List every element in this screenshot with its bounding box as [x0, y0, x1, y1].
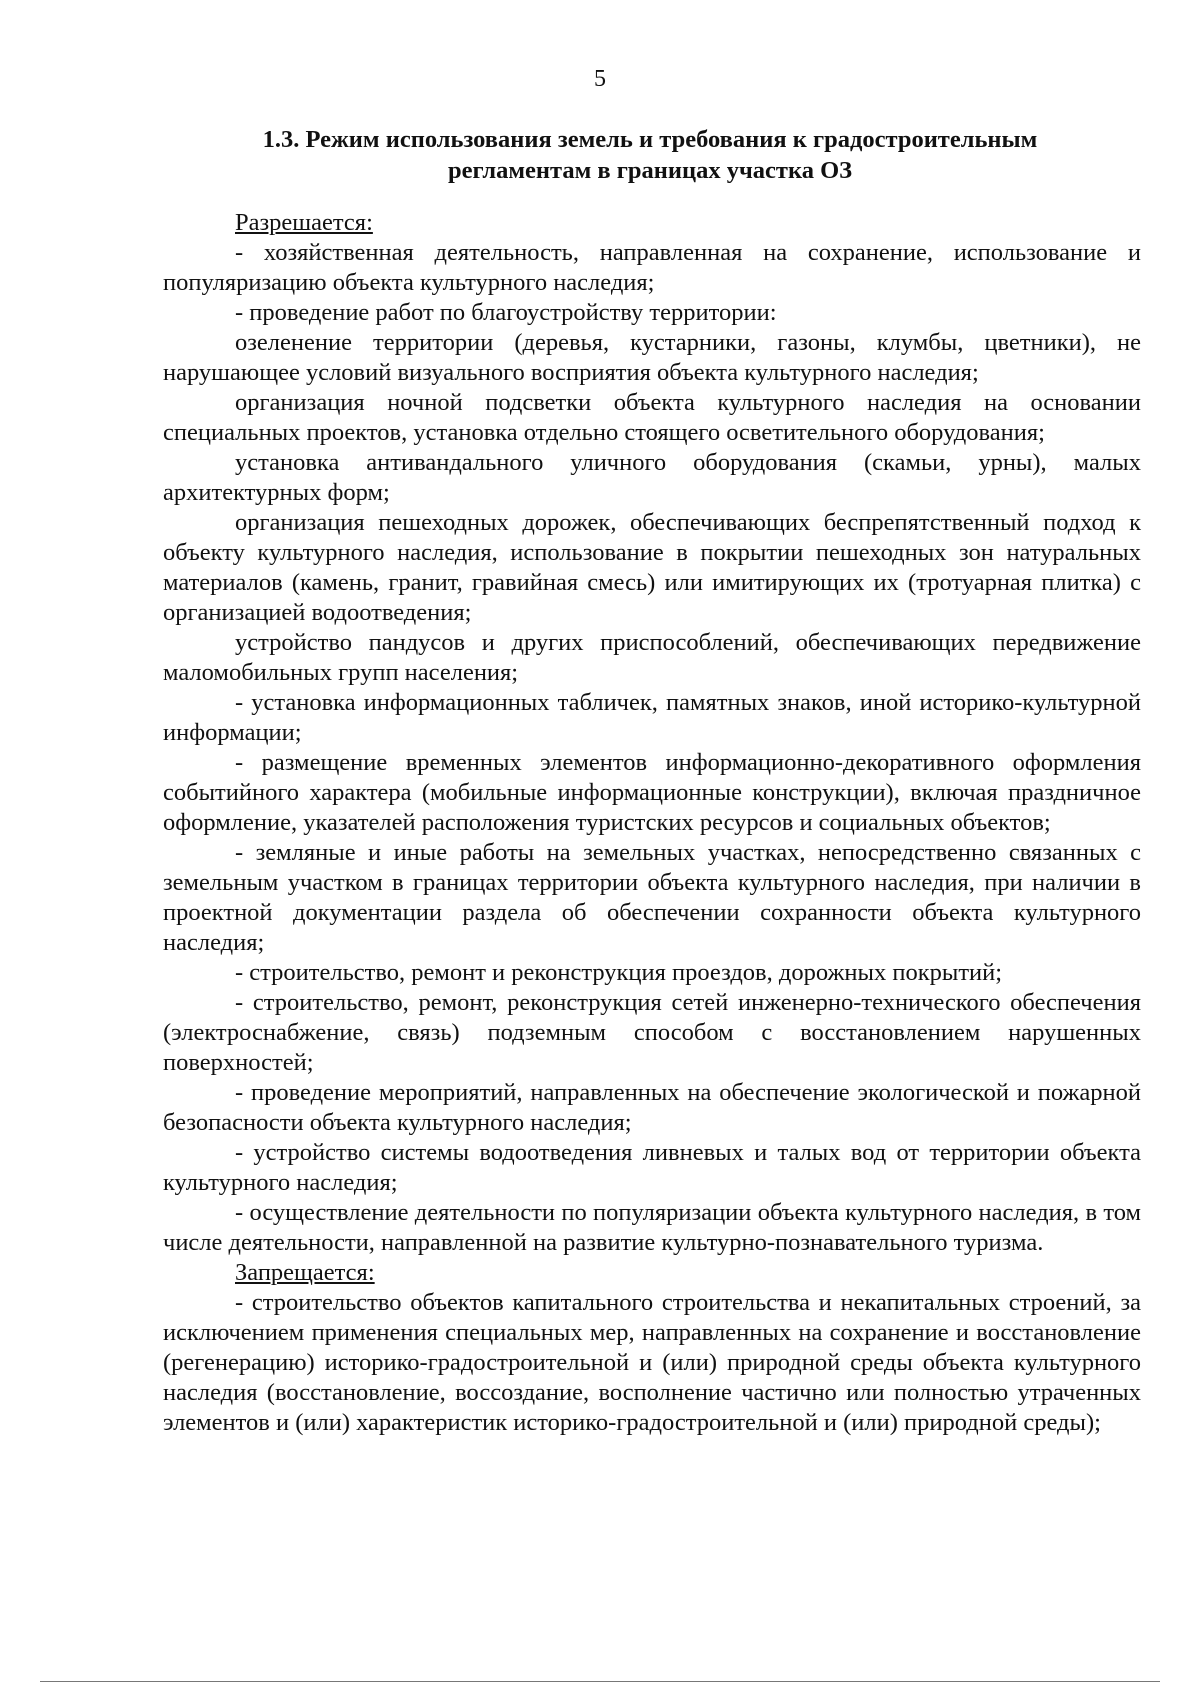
allowed-item: - проведение работ по благоустройству территории:: [235, 299, 777, 326]
section-heading-line-1: 1.3. Режим использования земель и требования к градостроительным: [262, 126, 1038, 153]
allowed-item: - строительство, ремонт и реконструкция проездов, дорожных покрытий;: [235, 959, 1003, 986]
allowed-item: - хозяйственная деятельность, направленная на сохранение, использование и популяризацию объекта культурного наследия;: [163, 239, 1141, 296]
allowed-item: озеленение территории (деревья, кустарники, газоны, клумбы, цветники), не нарушающее условий визуального восприятия объекта культурного наследия;: [163, 329, 1141, 386]
allowed-item: - установка информационных табличек, памятных знаков, иной историко-культурной информации;: [163, 689, 1141, 746]
section-heading: [160, 124, 1140, 186]
allowed-section-label: [163, 208, 1141, 238]
allowed-item: установка антивандального уличного оборудования (скамьи, урны), малых архитектурных форм;: [163, 449, 1141, 506]
allowed-item: - осуществление деятельности по популяризации объекта культурного наследия, в том числе деятельности, направленной на развитие культурно-познавательного туризма.: [163, 1199, 1141, 1256]
allowed-item: - проведение мероприятий, направленных на обеспечение экологической и пожарной безопасности объекта культурного наследия;: [163, 1079, 1141, 1136]
section-heading-line-2: регламентам в границах участка ОЗ: [447, 157, 853, 184]
page-number: 5: [594, 66, 606, 92]
allowed-item: - строительство, ремонт, реконструкция сетей инженерно-технического обеспечения (электроснабжение, связь) подземным способом с восстановлением нарушенных поверхностей;: [163, 989, 1141, 1076]
page-bottom-rule: [40, 1681, 1160, 1682]
allowed-label-text: Разрешается:: [235, 209, 373, 236]
allowed-item: - размещение временных элементов информационно-декоративного оформления событийного характера (мобильные информационные конструкции), включая праздничное оформление, указателей расположения туристских ресурсов и социальных объектов;: [163, 749, 1141, 836]
forbidden-item: - строительство объектов капитального строительства и некапитальных строений, за исключением применения специальных мер, направленных на сохранение и восстановление (регенерацию) историко-градостроительной и (или) природной среды объекта культурного наследия (восстановление, воссоздание, восполнение частично или полностью утраченных элементов и (или) характеристик историко-градостроительной и (или) природной среды);: [163, 1289, 1141, 1436]
allowed-item: устройство пандусов и других приспособлений, обеспечивающих передвижение маломобильных групп населения;: [163, 629, 1141, 686]
allowed-item: организация ночной подсветки объекта культурного наследия на основании специальных проектов, установка отдельно стоящего осветительного оборудования;: [163, 389, 1141, 446]
allowed-item: - земляные и иные работы на земельных участках, непосредственно связанных с земельным участком в границах территории объекта культурного наследия, при наличии в проектной документации раздела об обеспечении сохранности объекта культурного наследия;: [163, 839, 1141, 956]
document-body: [163, 208, 1141, 1438]
allowed-item: - устройство системы водоотведения ливневых и талых вод от территории объекта культурного наследия;: [163, 1139, 1141, 1196]
forbidden-label-text: Запрещается:: [235, 1259, 375, 1286]
allowed-item: организация пешеходных дорожек, обеспечивающих беспрепятственный подход к объекту культурного наследия, использование в покрытии пешеходных зон натуральных материалов (камень, гранит, гравийная смесь) или имитирующих их (тротуарная плитка) с организацией водоотведения;: [163, 509, 1141, 626]
forbidden-section-label: [163, 1258, 1141, 1288]
